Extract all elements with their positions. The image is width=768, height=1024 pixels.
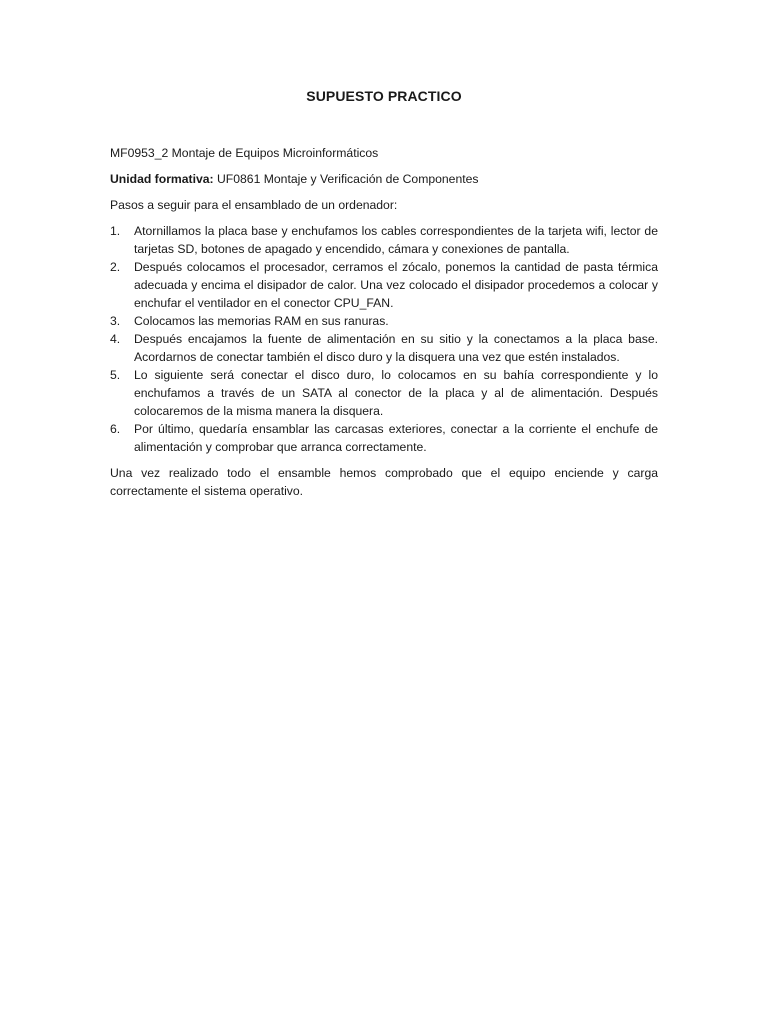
step-text: Después colocamos el procesador, cerramos el zócalo, ponemos la cantidad de pasta térmica adecuada y encima el disipador de calor. Una vez colocado el disipador procedemos a colocar y enchufar el ventilador en el conector CPU_FAN. xyxy=(134,260,658,310)
list-item xyxy=(110,222,658,258)
step-number: 6. xyxy=(110,422,121,436)
document-body xyxy=(110,144,658,508)
steps-list xyxy=(110,222,658,456)
step-text: Lo siguiente será conectar el disco duro, lo colocamos en su bahía correspondiente y lo enchufamos a través de un SATA al conector de la placa y al de alimentación. Después colocaremos de la misma manera la disquera. xyxy=(134,368,658,418)
list-item xyxy=(110,312,658,330)
unit-line xyxy=(110,170,658,188)
closing-paragraph: Una vez realizado todo el ensamble hemos comprobado que el equipo enciende y carga correctamente el sistema operativo. xyxy=(110,466,658,498)
module-line: MF0953_2 Montaje de Equipos Microinformáticos xyxy=(110,146,379,160)
step-text: Colocamos las memorias RAM en sus ranuras. xyxy=(134,314,389,328)
step-number: 5. xyxy=(110,368,121,382)
step-number: 1. xyxy=(110,224,121,238)
step-text: Por último, quedaría ensamblar las carcasas exteriores, conectar a la corriente el enchufe de alimentación y comprobar que arranca correctamente. xyxy=(134,422,658,454)
step-number: 4. xyxy=(110,332,121,346)
step-text: Después encajamos la fuente de alimentación en su sitio y la conectamos a la placa base. Acordarnos de conectar también el disco duro y la disquera una vez que estén instalados. xyxy=(134,332,658,364)
step-number: 2. xyxy=(110,260,121,274)
unit-value: UF0861 Montaje y Verificación de Componentes xyxy=(213,172,479,186)
list-item xyxy=(110,330,658,366)
list-item xyxy=(110,366,658,420)
unit-label: Unidad formativa: xyxy=(110,172,214,186)
document-title: SUPUESTO PRACTICO xyxy=(306,88,462,104)
list-item xyxy=(110,420,658,456)
step-number: 3. xyxy=(110,314,121,328)
steps-intro: Pasos a seguir para el ensamblado de un ordenador: xyxy=(110,198,398,212)
list-item xyxy=(110,258,658,312)
step-text: Atornillamos la placa base y enchufamos los cables correspondientes de la tarjeta wifi, lector de tarjetas SD, botones de apagado y encendido, cámara y conexiones de pantalla. xyxy=(134,224,658,256)
